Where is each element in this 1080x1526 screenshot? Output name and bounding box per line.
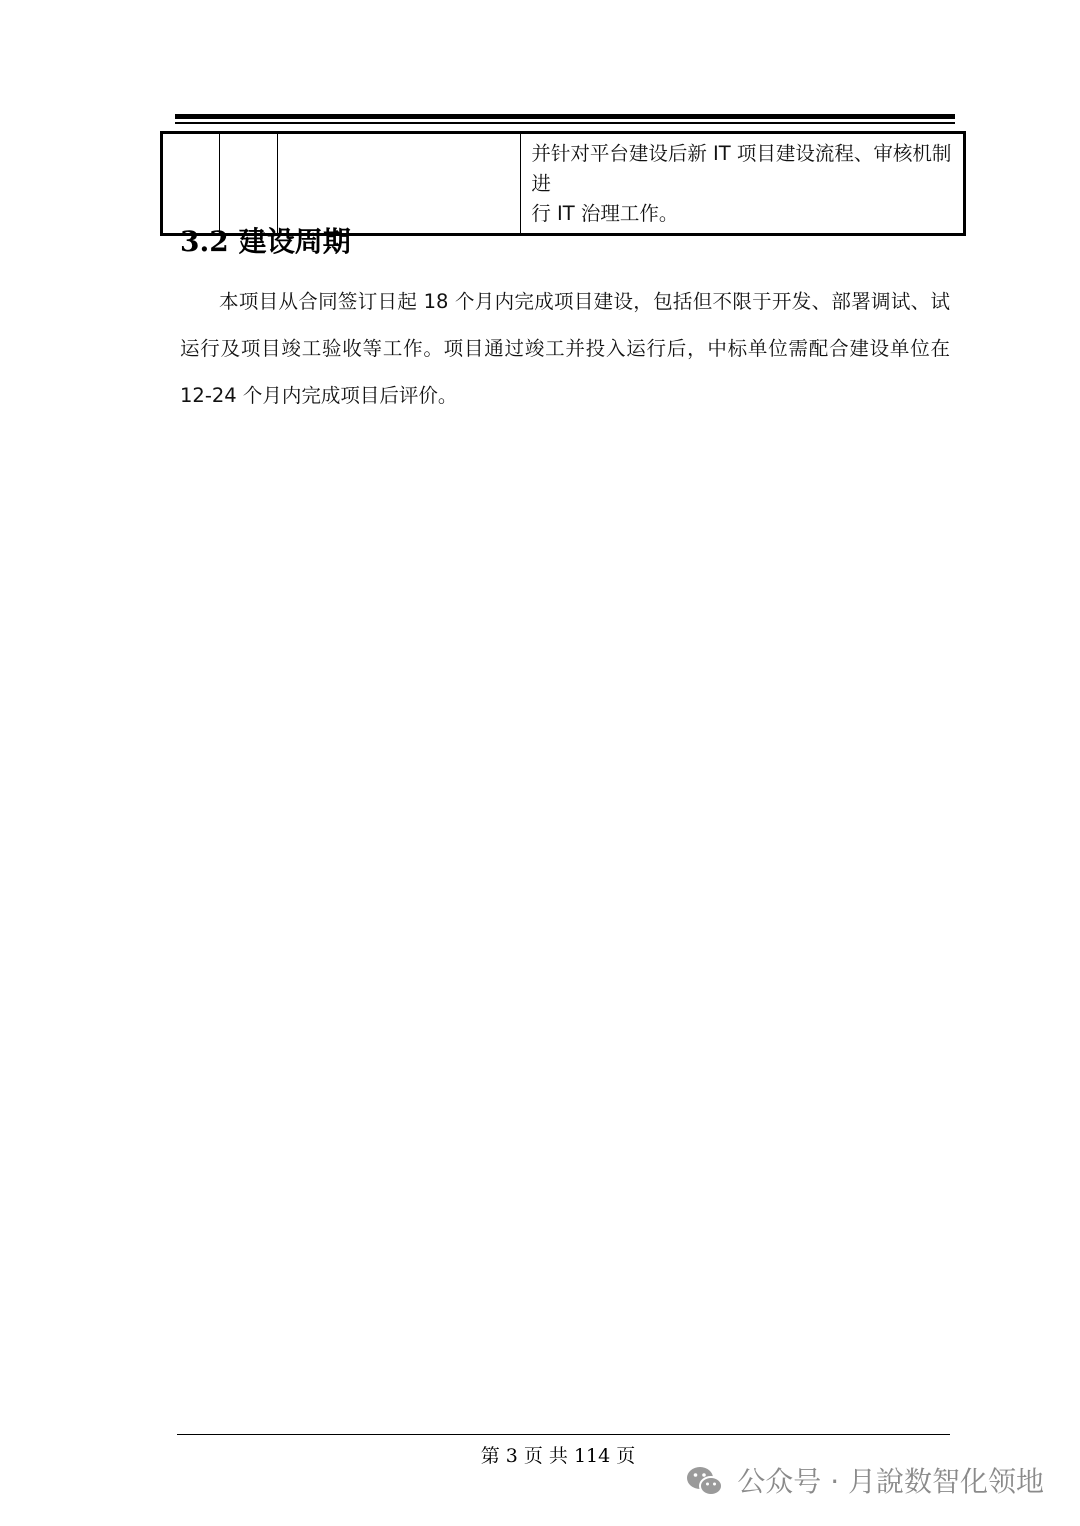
watermark-text: 公众号 · 月說数智化领地: [737, 1465, 1044, 1498]
continued-table: [160, 131, 966, 236]
table-cell-description: [521, 133, 965, 235]
table-cell-empty: [278, 133, 521, 235]
table-cell-line: 并针对平台建设后新 IT 项目建设流程、审核机制进: [531, 142, 952, 195]
header-rule-thin: [175, 122, 955, 124]
section-heading: [180, 222, 351, 262]
table-cell-line: 行 IT 治理工作。: [531, 202, 679, 225]
table-cell-empty: [162, 133, 220, 235]
page-number: 第 3 页 共 114 页: [480, 1445, 636, 1467]
footer-rule: [177, 1434, 950, 1435]
section-number: 3.2: [180, 225, 229, 258]
table-cell-empty: [220, 133, 278, 235]
section-title: 建设周期: [238, 225, 351, 258]
wechat-icon: [685, 1464, 725, 1500]
header-rule-thick: [175, 114, 955, 119]
body-paragraph: 本项目从合同签订日起 18 个月内完成项目建设，包括但不限于开发、部署调试、试运行及项目竣工验收等工作。项目通过竣工并投入运行后，中标单位需配合建设单位在 12-24 个月内完成项目后评价。: [180, 290, 950, 407]
table-row: [162, 133, 965, 235]
watermark: [685, 1462, 1044, 1502]
